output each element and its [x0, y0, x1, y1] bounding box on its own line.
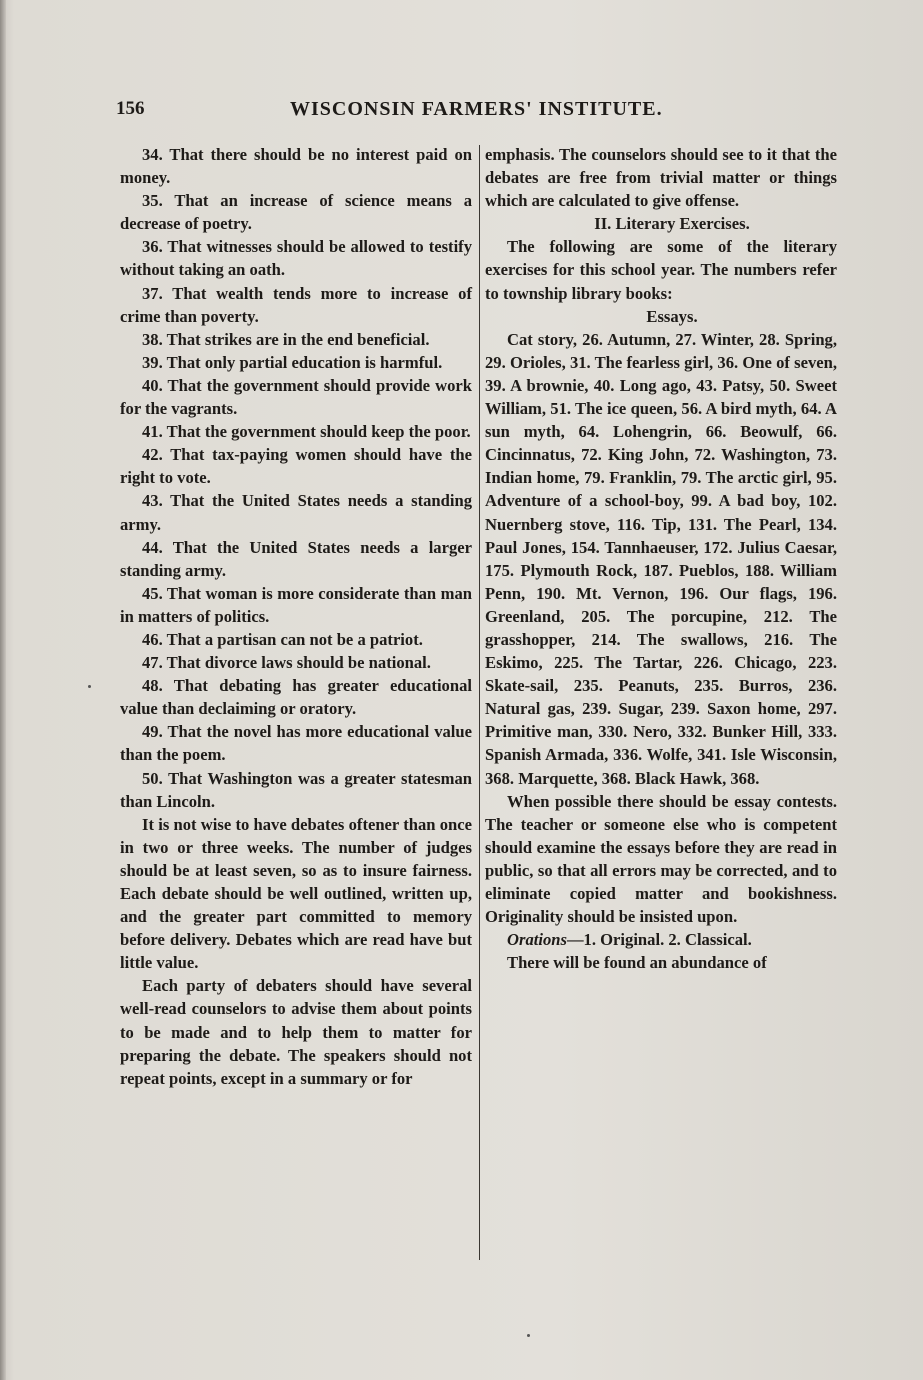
page-number: 156 [116, 98, 145, 119]
debate-question-44: 44. That the United States needs a larger standing army. [120, 537, 472, 580]
column-divider [479, 145, 480, 1260]
orations-line [485, 928, 837, 951]
debate-question-45: 45. That woman is more considerate than man in matters of politics. [120, 583, 472, 626]
debate-question-50: 50. That Washington was a greater statesman than Lincoln. [120, 768, 472, 811]
last-line: There will be found an abundance of [507, 953, 767, 973]
counselors-paragraph: Each party of debaters should have several well-read counselors to advise them about points to be made and to help them to matter for preparing the debate. The speakers should not repeat points, except in a summary or for [120, 976, 472, 1088]
orations-label: Orations [507, 930, 567, 950]
debate-frequency-paragraph: It is not wise to have debates oftener than once in two or three weeks. The number of judges should be at least seven, so as to insure fairness. Each debate should be well outlined, written up, and the greater part committed to memory before delivery. Debates which are read have but little value. [120, 814, 472, 973]
debate-question-36: 36. That witnesses should be allowed to testify without taking an oath. [120, 237, 472, 280]
print-speck [88, 685, 91, 688]
right-column [485, 143, 837, 974]
left-column [120, 143, 472, 1090]
debate-question-41: 41. That the government should keep the poor. [142, 422, 471, 442]
counselors-continuation: emphasis. The counselors should see to it that the debates are free from trivial matter or things which are calculated to give offense. [485, 145, 837, 211]
debate-question-42: 42. That tax-paying women should have the right to vote. [120, 445, 472, 488]
section-heading-literary-exercises: II. Literary Exercises. [594, 214, 750, 234]
essays-list-paragraph: Cat story, 26. Autumn, 27. Winter, 28. Spring, 29. Orioles, 31. The fearless girl, 36. One of seven, 39. A brownie, 40. Long ago, 43. Patsy, 50. Sweet William, 51. The ice queen, 56. A bird myth, 64. A sun myth, 64. Lohengrin, 66. Beowulf, 66. Cincinnatus, 72. King John, 72. Washington, 73. Indian home, 79. Franklin, 79. The arctic girl, 95. Adventure of a school-boy, 99. A bad boy, 102. Nuernberg stove, 116. Tip, 131. The Pearl, 134. Paul Jones, 154. Tannhaeuser, 172. Julius Caesar, 175. Plymouth Rock, 187. Pueblos, 188. William Penn, 190. Mt. Vernon, 196. Our flags, 196. Greenland, 205. The porcupine, 212. The grasshopper, 214. The swallows, 216. The Eskimo, 225. The Tartar, 226. Chicago, 223. Skate-sail, 235. Peanuts, 235. Burros, 236. Natural gas, 239. Sugar, 239. Saxon home, 297. Primitive man, 330. Nero, 332. Bunker Hill, 333. Spanish Armada, 336. Wolfe, 341. Isle Wisconsin, 368. Marquette, 368. Black Hawk, 368. [485, 329, 837, 788]
debate-question-38: 38. That strikes are in the end beneficial. [142, 329, 430, 349]
literary-intro-paragraph: The following are some of the literary exercises for this school year. The numbers refer to township library books: [485, 237, 837, 303]
orations-text: —1. Original. 2. Classical. [566, 930, 752, 950]
essays-heading: Essays. [646, 306, 698, 326]
debate-question-43: 43. That the United States needs a standing army. [120, 491, 472, 534]
print-speck [527, 1334, 530, 1337]
debate-question-47: 47. That divorce laws should be national. [142, 653, 431, 673]
debate-question-48: 48. That debating has greater educational value than declaiming or oratory. [120, 676, 472, 719]
running-title: WISCONSIN FARMERS' INSTITUTE. [290, 98, 663, 120]
debate-question-35: 35. That an increase of science means a decrease of poetry. [120, 191, 472, 234]
essay-contests-paragraph: When possible there should be essay contests. The teacher or someone else who is competent should examine the essays before they are read in public, so that all errors may be corrected, and to eliminate copied matter and bookishness. Originality should be insisted upon. [485, 791, 837, 927]
debate-question-37: 37. That wealth tends more to increase of crime than poverty. [120, 283, 472, 326]
debate-question-49: 49. That the novel has more educational value than the poem. [120, 722, 472, 765]
page-header [116, 98, 836, 126]
debate-question-39: 39. That only partial education is harmful. [142, 352, 443, 372]
debate-question-46: 46. That a partisan can not be a patriot. [142, 629, 423, 649]
debate-question-40: 40. That the government should provide work for the vagrants. [120, 375, 472, 419]
debate-question-34: 34. That there should be no interest paid on money. [120, 145, 472, 188]
page-edge-shadow [0, 0, 6, 1380]
